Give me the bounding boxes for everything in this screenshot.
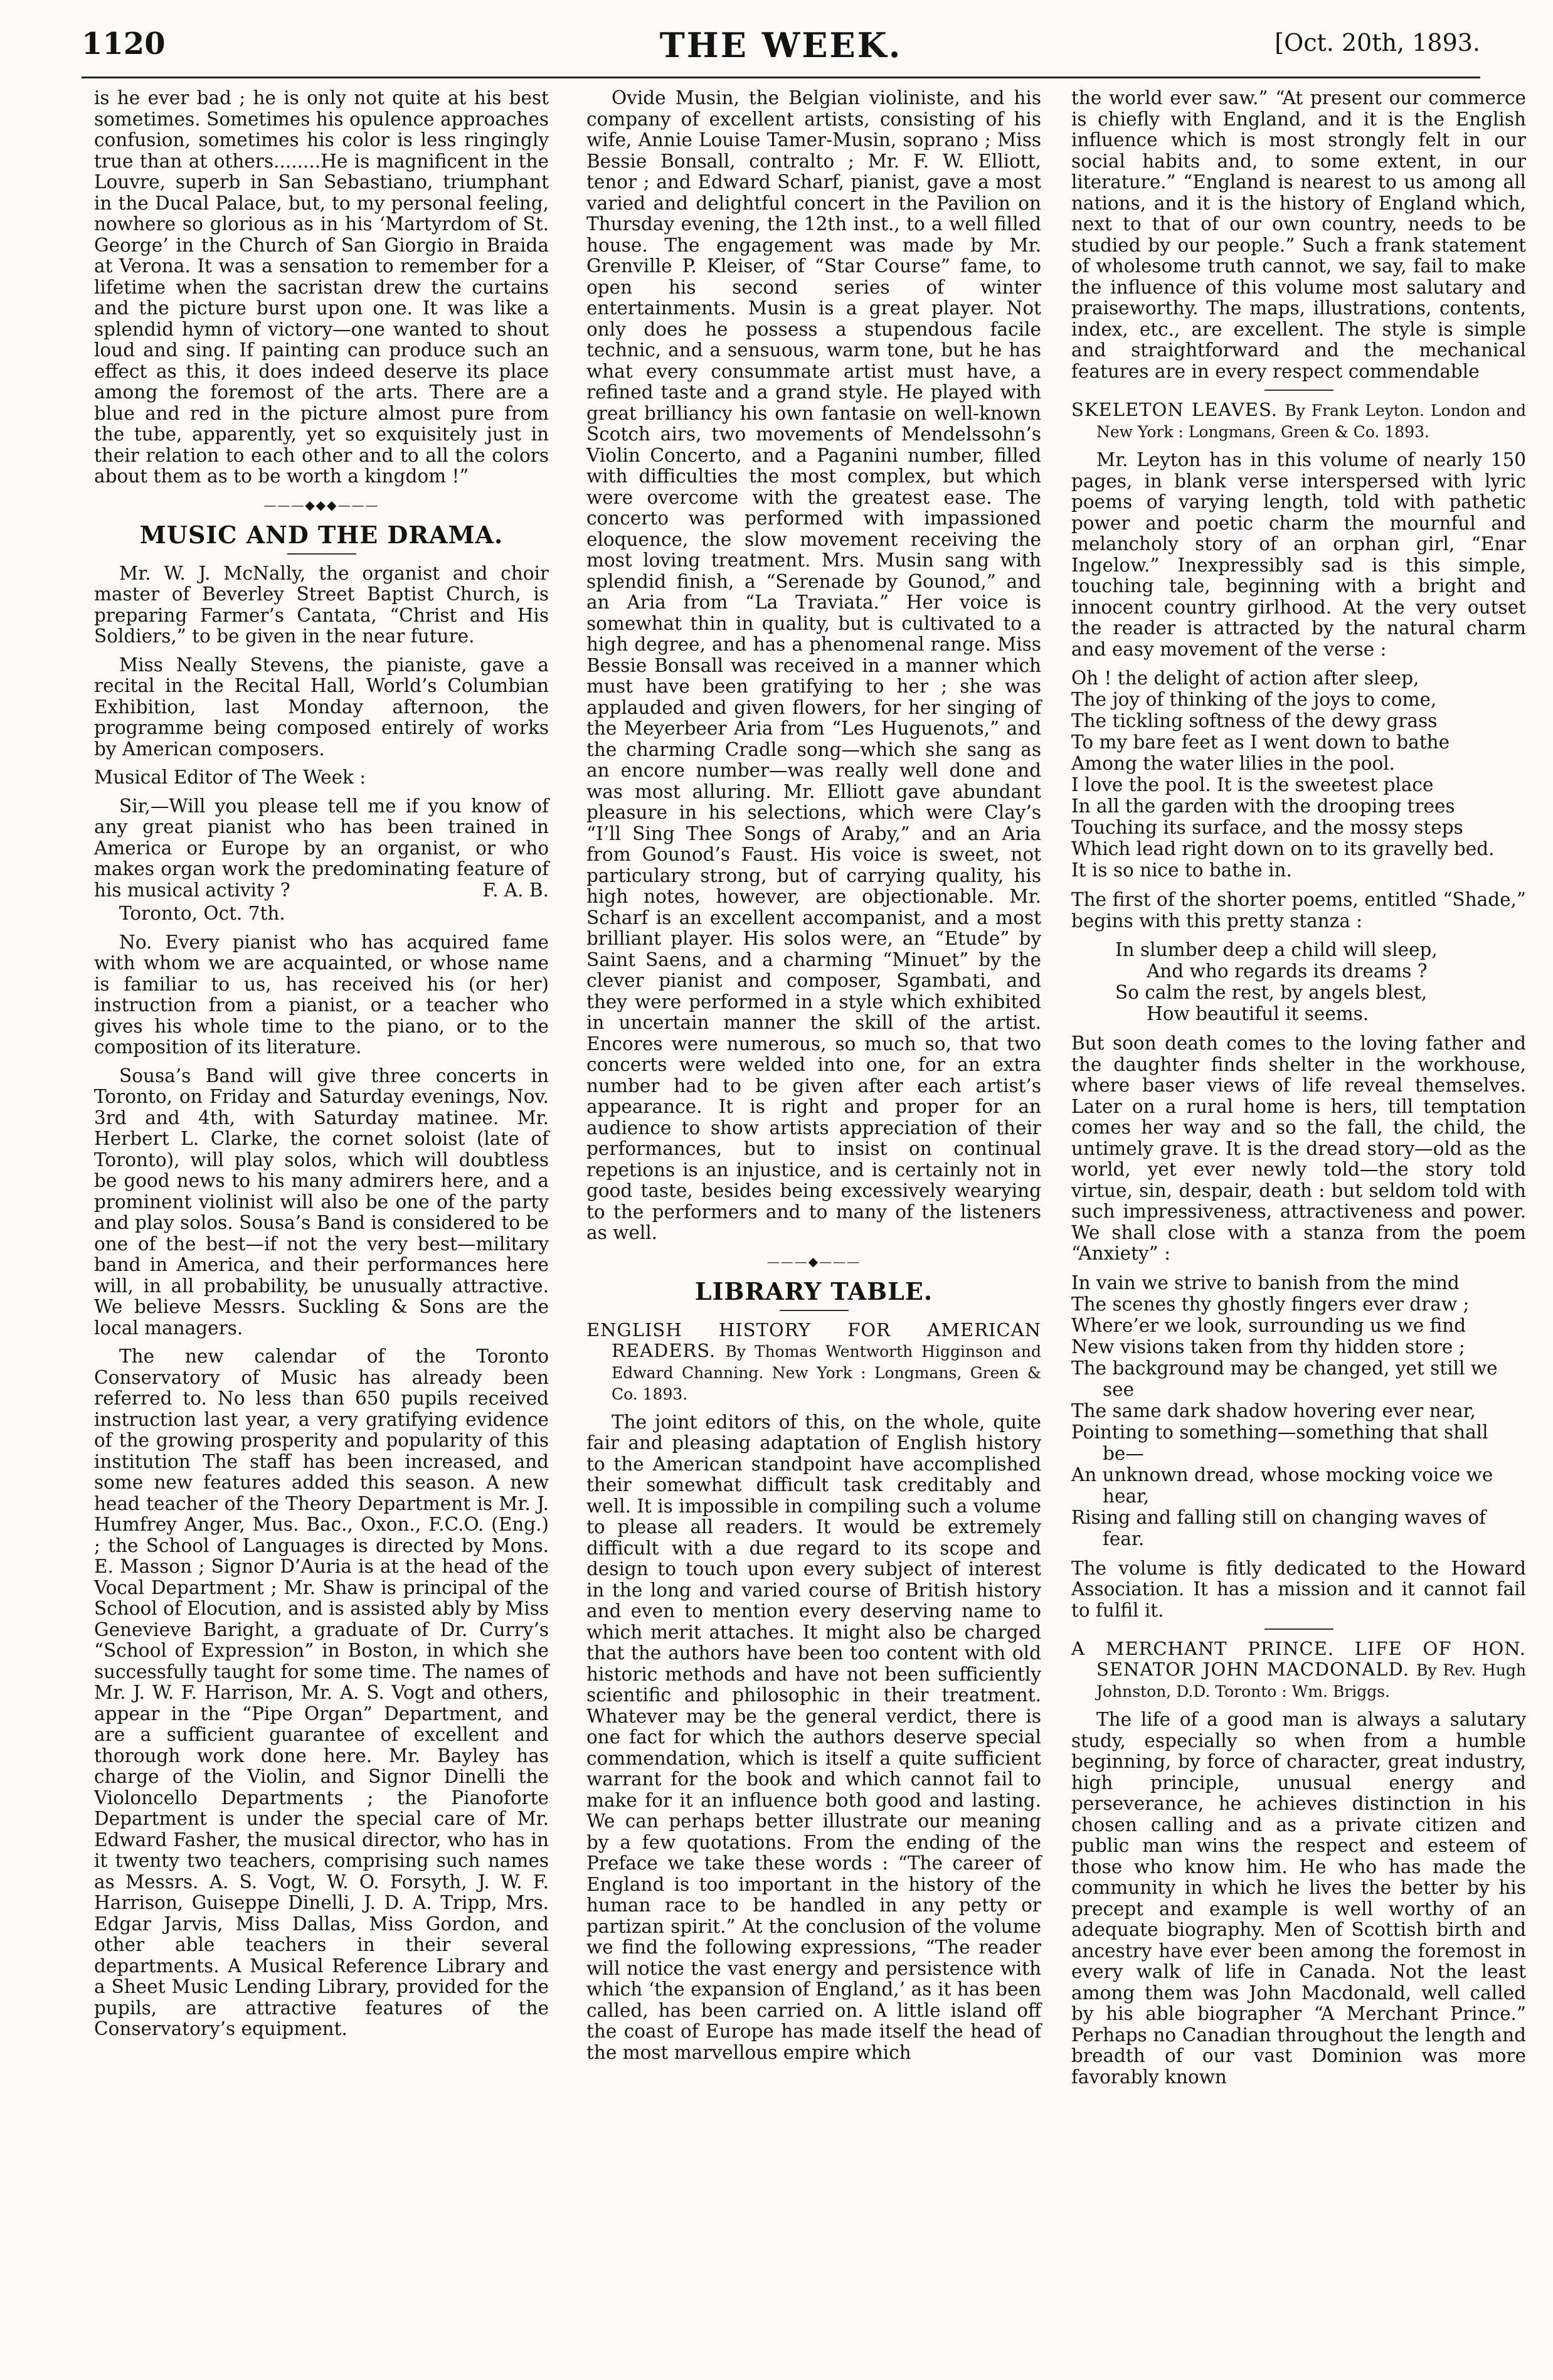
book-imprint: By Rev. Hugh Johnston, D.D. Toronto : Wm. Briggs. [1096,1661,1527,1701]
poem-line: Touching its surface, and the mossy steps [1071,817,1463,838]
section-rule [1264,390,1333,391]
poem-line: An unknown dread, whose mocking voice we [1071,1464,1493,1485]
paragraph-howard: The volume is fitly dedicated to the Howard Association. It has a mission and it cannot fail to fulfil it. [1071,1557,1526,1621]
page-number: 1120 [82,26,166,61]
poem-line: It is so nice to bathe in. [1071,859,1292,881]
poem-line: In vain we strive to banish from the mind [1071,1272,1460,1294]
poem-line: In all the garden with the drooping trees [1071,795,1455,817]
book-title: A MERCHANT PRINCE. LIFE OF HON. SENATOR JOHN MACDONALD. [1071,1638,1526,1680]
book-heading-merchant-prince [1071,1639,1526,1702]
poem-line: I love the pool. It is the sweetest place [1071,774,1434,795]
paragraph-musin: Ovide Musin, the Belgian violiniste, and his company of excellent artists, consisting of his wife, Annie Louise Tamer-Musin, soprano ; Miss Bessie Bonsall, contralto ; Mr. F. W. Elliott, tenor ; and Edward Scharf, pianist, gave a most varied and delightful concert in the Pavilion on Thursday evening, the 12th inst., to a well filled house. The engagement was made by Mr. Grenville P. Kleiser, of “Star Course” fame, to open his second series of winter entertainments. Musin is a great player. Not only does he possess a stupendous facile technic, and a sensuous, warm tone, but he has what every consummate artist must have, a refined taste and a grand style. He played with great brilliancy his own fantasie on well-known Scotch airs, two movements of Mendelssohn’s Violin Concerto, and a Paganini number, filled with difficulties the most complex, but which were overcome with the greatest ease. The concerto was performed with impassioned eloquence, the slow movement receiving the most loving treatment. Mrs. Musin sang with splendid finish, a “Serenade by Gounod,” and an Aria from “La Traviata.” Her voice is somewhat thin in quality, but is cultivated to a high degree, and has a phenomenal range. Miss Bessie Bonsall was received in a manner which must have been gratifying to her ; she was applauded and given flowers, for her singing of the Meyerbeer Aria from “Les Huguenots,” and the charming Cradle song—which she sang as an encore number—was really well done and was most alluring. Mr. Elliott gave abundant pleasure in his selections, which were Clay’s “I’ll Sing Thee Songs of Araby,” and an Aria from Gounod’s Faust. His voice is sweet, not particulary strong, but of carrying quality, his high notes, however, are objectionable. Mr. Scharf is an excellent accompanist, and a most brilliant player. His solos were, an “Etude” by Saint Saens, and a charming “Minuet” by the clever pianist and composer, Sgambati, and they were performed in a style which exhibited in uncertain manner the skill of the artist. Encores were numerous, so much so, that two concerts were welded into one, for an extra number had to be given after each artist’s appearance. It is right and proper for an audience to show artists appreciation of their performances, but to insist on continual repetions is an injustice, and is certainly not in good taste, besides being excessively wearying to the performers and to many of the listeners as well. [586,87,1041,1243]
poem-line: The scenes thy ghostly fingers ever draw ; [1071,1293,1470,1315]
poem-line: So calm the rest, by angels blest, [1115,982,1428,1003]
paragraph-shade: The first of the shorter poems, entitled “Shade,” begins with this pretty stanza : [1071,889,1526,932]
paragraph-stevens: Miss Neally Stevens, the pianiste, gave a recital in the Recital Hall, World’s Columbian Exhibition, last Monday afternoon, the programme being composed entirely of works by American composers. [94,654,549,760]
letter-body [94,796,549,901]
paragraph-mcnally: Mr. W. J. McNally, the organist and choir master of Beverley Street Baptist Church, is preparing Farmer’s Cantata, “Christ and His Soldiers,” to be given in the near future. [94,562,549,647]
paragraph-continuation: the world ever saw.” “At present our commerce is chiefly with England, and it is the English influence which is most strongly felt in our social habits and, to some extent, in our literature.” “England is nearest to us among all nations, and it is the history of England which, next to that of our own country, needs to be studied by our people.” Such a frank statement of wholesome truth cannot, we say, fail to make the influence of this volume most salutary and praiseworthy. The maps, illustrations, contents, index, etc., are excellent. The style is simple and straightforward and the mechanical features are in every respect commendable [1071,87,1526,382]
paragraph-sousa: Sousa’s Band will give three concerts in Toronto, on Friday and Saturday evenings, Nov. 3rd and 4th, with Saturday matinee. Mr. Herbert L. Clarke, the cornet soloist (late of Toronto), will play solos, which will doubtless be good news to his many admirers here, and a prominent violinist will also be one of the party and play solos. Sousa’s Band is considered to be one of the best—if not the very best—military band in America, and their performances here will, in all probability, be unusually attractive. We believe Messrs. Suckling & Sons are the local managers. [94,1065,549,1339]
poem-line: The tickling softness of the dewy grass [1071,710,1438,731]
book-heading-skeleton-leaves [1071,400,1526,442]
letter-address: Musical Editor of The Week : [94,767,366,788]
book-imprint: By Thomas Wentworth Higginson and Edward Channing. New York : Longmans, Green & Co. 1893. [612,1342,1041,1403]
issue-date: [Oct. 20th, 1893. [1275,29,1480,56]
poem-excerpt-1 [1071,667,1526,881]
poem-line: And who regards its dreams ? [1147,960,1428,982]
ornament-divider: ———◆◆◆——— [263,497,379,513]
section-title-library-table: LIBRARY TABLE. [694,1277,933,1305]
paragraph-conservatory: The new calendar of the Toronto Conservatory of Music has already been referred to. No less than 650 pupils received instruction last year, a very gratifying evidence of the growing prosperity and popularity of this institution The staff has been increased, and some new features added this season. A new head teacher of the Theory Department is Mr. J. Humfrey Anger, Mus. Bac., Oxon., F.C.O. (Eng.) ; the School of Languages is directed by Mons. E. Masson ; Signor D’Auria is at the head of the Vocal Department ; Mr. Shaw is principal of the School of Elocution, and is assisted ably by Miss Genevieve Baright, a graduate of Dr. Curry’s “School of Expression” in Boston, in which she successfully taught for some time. The names of Mr. J. W. F. Harrison, Mr. A. S. Vogt and others, appear in the “Pipe Organ” Department, and are a sufficient guarantee of excellent and thorough work done here. Mr. Bayley has charge of the Violin, and Signor Dinelli the Violoncello Departments ; the Pianoforte Department is under the special care of Mr. Edward Fasher, the musical director, who has in it twenty two teachers, comprising such names as Messrs. A. S. Vogt, W. O. Forsyth, J. W. F. Harrison, Guiseppe Dinelli, J. D. A. Tripp, Mrs. Edgar Jarvis, Miss Dallas, Miss Gordon, and other able teachers in their several departments. A Musical Reference Library and a Sheet Music Lending Library, provided for the pupils, are attractive features of the Conservatory’s equipment. [94,1346,549,2039]
poem-excerpt-anxiety [1071,1272,1526,1549]
letter-signature: F. A. B. [482,879,549,901]
poem-line: New visions taken from thy hidden store ; [1071,1336,1465,1357]
paragraph-reply: No. Every pianist who has acquired fame with whom we are acquainted, or whose name is familiar to us, has received his (or her) instruction from a pianist, or a teacher who gives his whole time to the piano, or to the composition of its literature. [94,931,549,1058]
poem-line: Among the water lilies in the pool. [1071,753,1396,774]
book-title: SKELETON LEAVES. [1071,399,1278,420]
section-rule [287,553,356,555]
poem-line: How beautiful it seems. [1147,1003,1369,1024]
poem-line: The background may be changed, yet still we [1071,1357,1498,1379]
poem-line: Which lead right down on to its gravelly bed. [1071,838,1495,859]
paragraph-leyton: Mr. Leyton has in this volume of nearly 150 pages, in blank verse interspersed with lyric poems of varying length, told with pathetic power and poetic charm the mournful and melancholy story of an orphan girl, “Enar Ingelow.” Inexpressibly sad is this simple, touching tale, beginning with a bright and innocent country girlhood. At the very outset the reader is attracted by the natural charm and easy movement of the verse : [1071,449,1526,660]
paragraph-death: But soon death comes to the loving father and the daughter finds shelter in the workhouse, where baser views of life reveal themselves. Later on a rural home is hers, till temptation comes her way and so the fall, the child, the untimely grave. It is the dread story—old as the world, yet ever newly told—the story told virtue, sin, despair, death : but seldom told with such impressiveness, attractiveness and power. We shall close with a stanza from the poem “Anxiety” : [1071,1033,1526,1264]
book-heading-english-history [586,1320,1041,1405]
poem-line: fear. [1103,1527,1145,1549]
poem-excerpt-shade [1071,939,1526,1024]
masthead: THE WEEK. [659,25,903,65]
poem-line: hear, [1103,1485,1150,1507]
page-header [82,25,1480,75]
book-title: ENGLISH HISTORY FOR AMERICAN READERS. [586,1319,1041,1361]
section-title-music-drama: MUSIC AND THE DRAMA. [139,521,504,549]
poem-line: Rising and falling still on changing waves of [1071,1506,1487,1528]
ornament-divider: ———◆——— [766,1253,861,1269]
poem-line: see [1103,1378,1135,1400]
poem-line: Oh ! the delight of action after sleep, [1071,667,1419,689]
poem-line: In slumber deep a child will sleep, [1115,939,1438,960]
poem-line: To my bare feet as I went down to bathe [1071,731,1450,753]
poem-line: The same dark shadow hovering ever near, [1071,1400,1476,1421]
header-rule [82,77,1480,78]
paragraph-merchant: The life of a good man is always a salutary study, especially so when from a humble beginning, by force of character, great industry, high principle, unusual energy and perseverance, he achieves distinction in his chosen calling and as a private citizen and public man wins the respect and esteem of those who know him. He who has made the community in which he lives the better by his precept and example is well worthy of an adequate biography. Men of Scottish birth and ancestry have ever been among the foremost in every walk of life in Canada. Not the least among them was John Macdonald, well called by his able biographer “A Merchant Prince.” Perhaps no Canadian throughout the length and breadth of our vast Dominion was more favorably known [1071,1709,1526,2088]
letter-place: Toronto, Oct. 7th. [119,903,285,924]
section-rule [780,1310,849,1311]
poem-line: be— [1103,1442,1144,1464]
column-3 [1071,88,1526,2095]
paragraph-english-history: The joint editors of this, on the whole, quite fair and pleasing adaptation of English history to the American standpoint have accomplished their somewhat difficult task creditably and well. It is impossible in compiling such a volume to please all readers. It would be extremely difficult with a due regard to its scope and design to touch upon every subject of interest in the long and varied course of British history and even to mention every deserving name to which merit attaches. It might also be charged that the authors have been too content with old historic methods and have not been sufficiently scientific and philosophic in their treatment. Whatever may be the general verdict, there is one fact for which the authors deserve special commendation, which is itself a quite sufficient warrant for the book and which cannot fail to make for it an influence both good and lasting. We can perhaps better illustrate our meaning by a few quotations. From the ending of the Preface we take these words : “The career of England is too important in the history of the human race to be handled in any petty or partizan spirit.” At the conclusion of the volume we find the following expressions, “The reader will notice the vast energy and persistence with which ‘the expansion of England,’ as it has been called, has been carried on. A little island off the coast of Europe has made itself the head of the most marvellous empire which [586,1411,1041,2063]
poem-line: Pointing to something—something that shall [1071,1421,1488,1443]
column-1 [94,88,549,2048]
paragraph-intro: is he ever bad ; he is only not quite at his best sometimes. Sometimes his opulence approaches confusion, sometimes his color is less ringingly true than at others........He is magnificent in the Louvre, superb in San Sebastiano, triumphant in the Ducal Palace, but, to my personal feeling, nowhere so glorious as in his ‘Martyrdom of St. George’ in the Church of San Giorgio in Braida at Verona. It was a sensation to remember for a lifetime when the sacristan drew the curtains and the picture burst upon one. It was like a splendid hymn of victory—one wanted to shout loud and sing. If painting can produce such an effect as this, it does indeed deserve its place among the foremost of the arts. There are a blue and red in the picture almost pure from the tube, apparently, yet so exquisitely just in their relation to each other and to all the colors about them as to be worth a kingdom !” [94,87,549,487]
section-rule [1264,1628,1333,1630]
poem-line: The joy of thinking of the joys to come, [1071,689,1437,710]
poem-line: Where’er we look, surrounding us we find [1071,1314,1466,1336]
book-imprint: By Frank Leyton. London and New York : Longmans, Green & Co. 1893. [1096,401,1526,441]
column-2 [586,88,1041,2071]
letter-body-text: Sir,—Will you please tell me if you know of any great pianist who has been trained in America or Europe by an organist, or who makes organ work the predominating feature of his musical activity ? [94,795,549,901]
